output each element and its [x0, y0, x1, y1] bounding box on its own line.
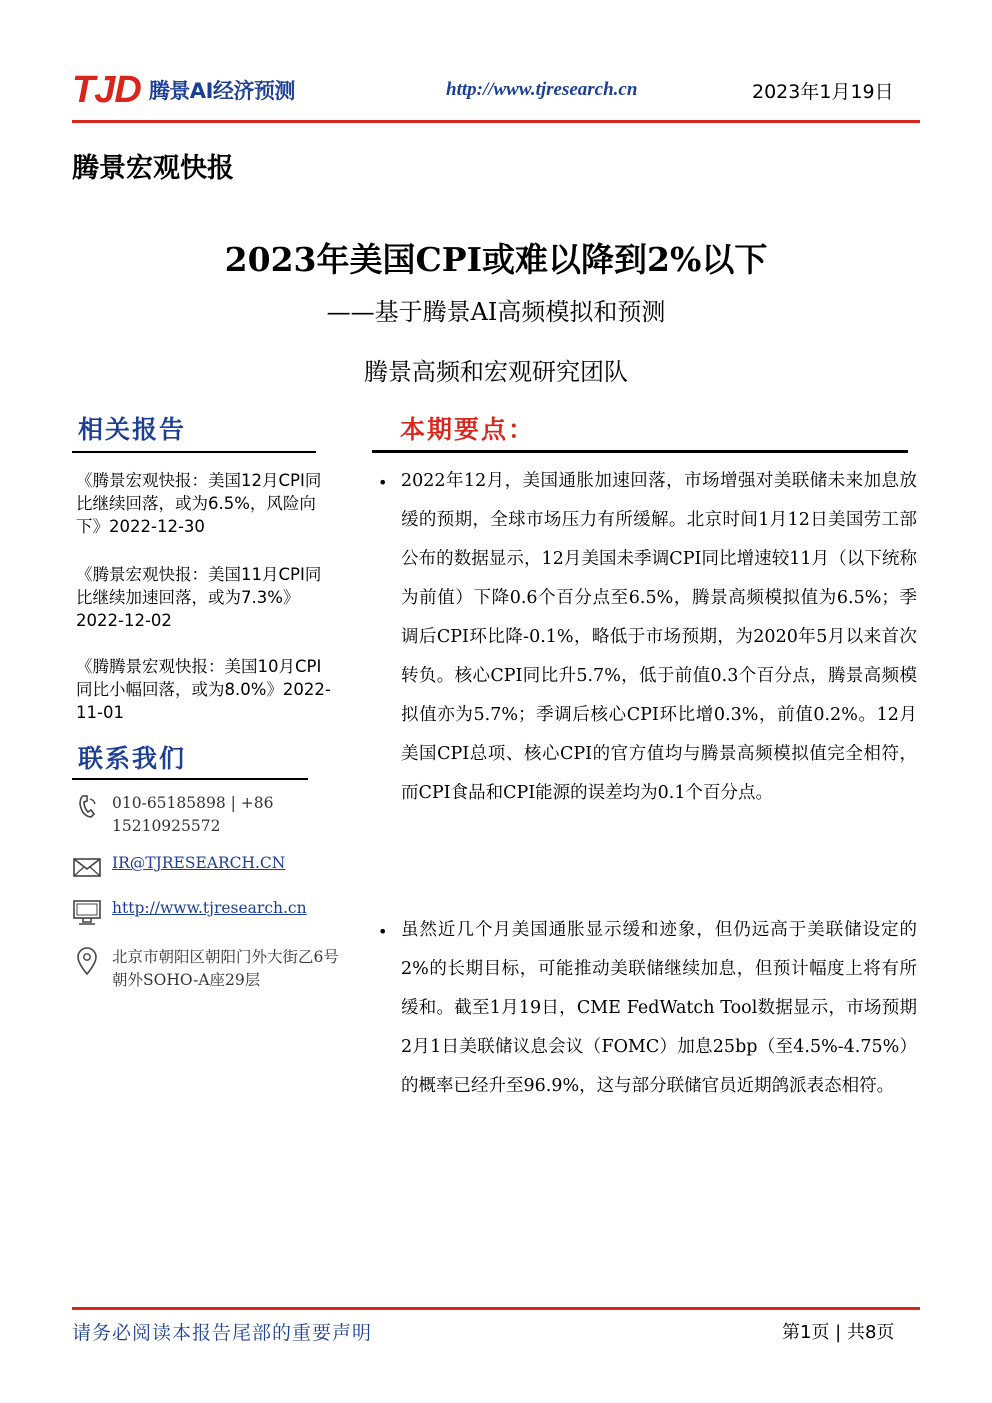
related-report-item[interactable]: 《腾景宏观快报：美国12月CPI同比继续回落，或为6.5%，风险向下》2022-12-30	[76, 471, 322, 536]
key-point-paragraph: 虽然近几个月美国通胀显示缓和迹象，但仍远高于美联储设定的2%的长期目标，可能推动美联储继续加息，但预计幅度上将有所缓和。截至1月19日，CME FedWatch Tool数据显示，市场预期2月1日美联储议息会议（FOMC）加息25bp（至4.5%-4.75%）的概率已经升至96.9%，这与部分联储官员近期鸽派表态相符。	[401, 920, 917, 1096]
report-date: 2023年1月19日	[752, 81, 894, 103]
footer-disclaimer-notice: 请务必阅读本报告尾部的重要声明	[72, 1322, 373, 1344]
key-points-divider	[372, 450, 908, 453]
brand-logo	[72, 70, 295, 110]
contact-website-link[interactable]: http://www.tjresearch.cn	[112, 899, 307, 917]
location-pin-icon	[72, 946, 102, 976]
contact-divider	[72, 778, 308, 780]
contact-heading: 联系我们	[78, 744, 187, 773]
logo-text: 腾景AI经济预测	[148, 79, 295, 103]
contact-email-row	[72, 852, 352, 882]
bullet-marker: •	[378, 473, 388, 492]
header-divider	[72, 120, 920, 123]
page-indicator: 第1页 | 共8页	[782, 1322, 895, 1343]
key-point-paragraph: 2022年12月，美国通胀加速回落，市场增强对美联储未来加息放缓的预期，全球市场压力有所缓解。北京时间1月12日美国劳工部公布的数据显示，12月美国未季调CPI同比增速较11月（以下统称为前值）下降0.6个百分点至6.5%，腾景高频模拟值为6.5%；季调后CPI环比降-0.1%，略低于市场预期，为2020年5月以来首次转负。核心CPI同比升5.7%，低于前值0.3个百分点，腾景高频模拟值亦为5.7%；季调后核心CPI环比增0.3%，前值0.2%。12月美国CPI总项、核心CPI的官方值均与腾景高频模拟值完全相符，而CPI食品和CPI能源的误差均为0.1个百分点。	[401, 471, 917, 803]
related-report-item[interactable]: 《腾景宏观快报：美国11月CPI同比继续加速回落，或为7.3%》2022-12-02	[76, 565, 322, 630]
header-url-link[interactable]: http://www.tjresearch.cn	[446, 79, 638, 100]
contact-email-link[interactable]: IR@TJRESEARCH.CN	[112, 854, 286, 872]
contact-phone: 010-65185898 | +86 15210925572	[112, 794, 274, 835]
report-title: 2023年美国CPI或难以降到2%以下	[224, 240, 768, 279]
mail-icon	[72, 852, 102, 882]
contact-website-row	[72, 897, 352, 927]
related-report-item[interactable]: 《腾腾景宏观快报：美国10月CPI同比小幅回落，或为8.0%》2022-11-01	[76, 657, 331, 722]
report-author-team: 腾景高频和宏观研究团队	[364, 358, 628, 386]
monitor-icon	[72, 897, 102, 927]
key-points-heading: 本期要点：	[400, 415, 536, 444]
contact-phone-row	[72, 792, 352, 838]
phone-icon	[72, 792, 102, 822]
report-series-title: 腾景宏观快报	[72, 153, 234, 184]
related-reports-divider	[72, 451, 316, 453]
contact-address: 北京市朝阳区朝阳门外大街乙6号朝外SOHO-A座29层	[112, 948, 339, 989]
footer-divider	[72, 1307, 920, 1310]
logo-mark: TJD	[72, 69, 141, 111]
related-reports-heading: 相关报告	[78, 415, 187, 444]
report-subtitle: ——基于腾景AI高频模拟和预测	[326, 298, 666, 326]
contact-address-row	[72, 946, 352, 992]
bullet-marker: •	[378, 922, 388, 941]
